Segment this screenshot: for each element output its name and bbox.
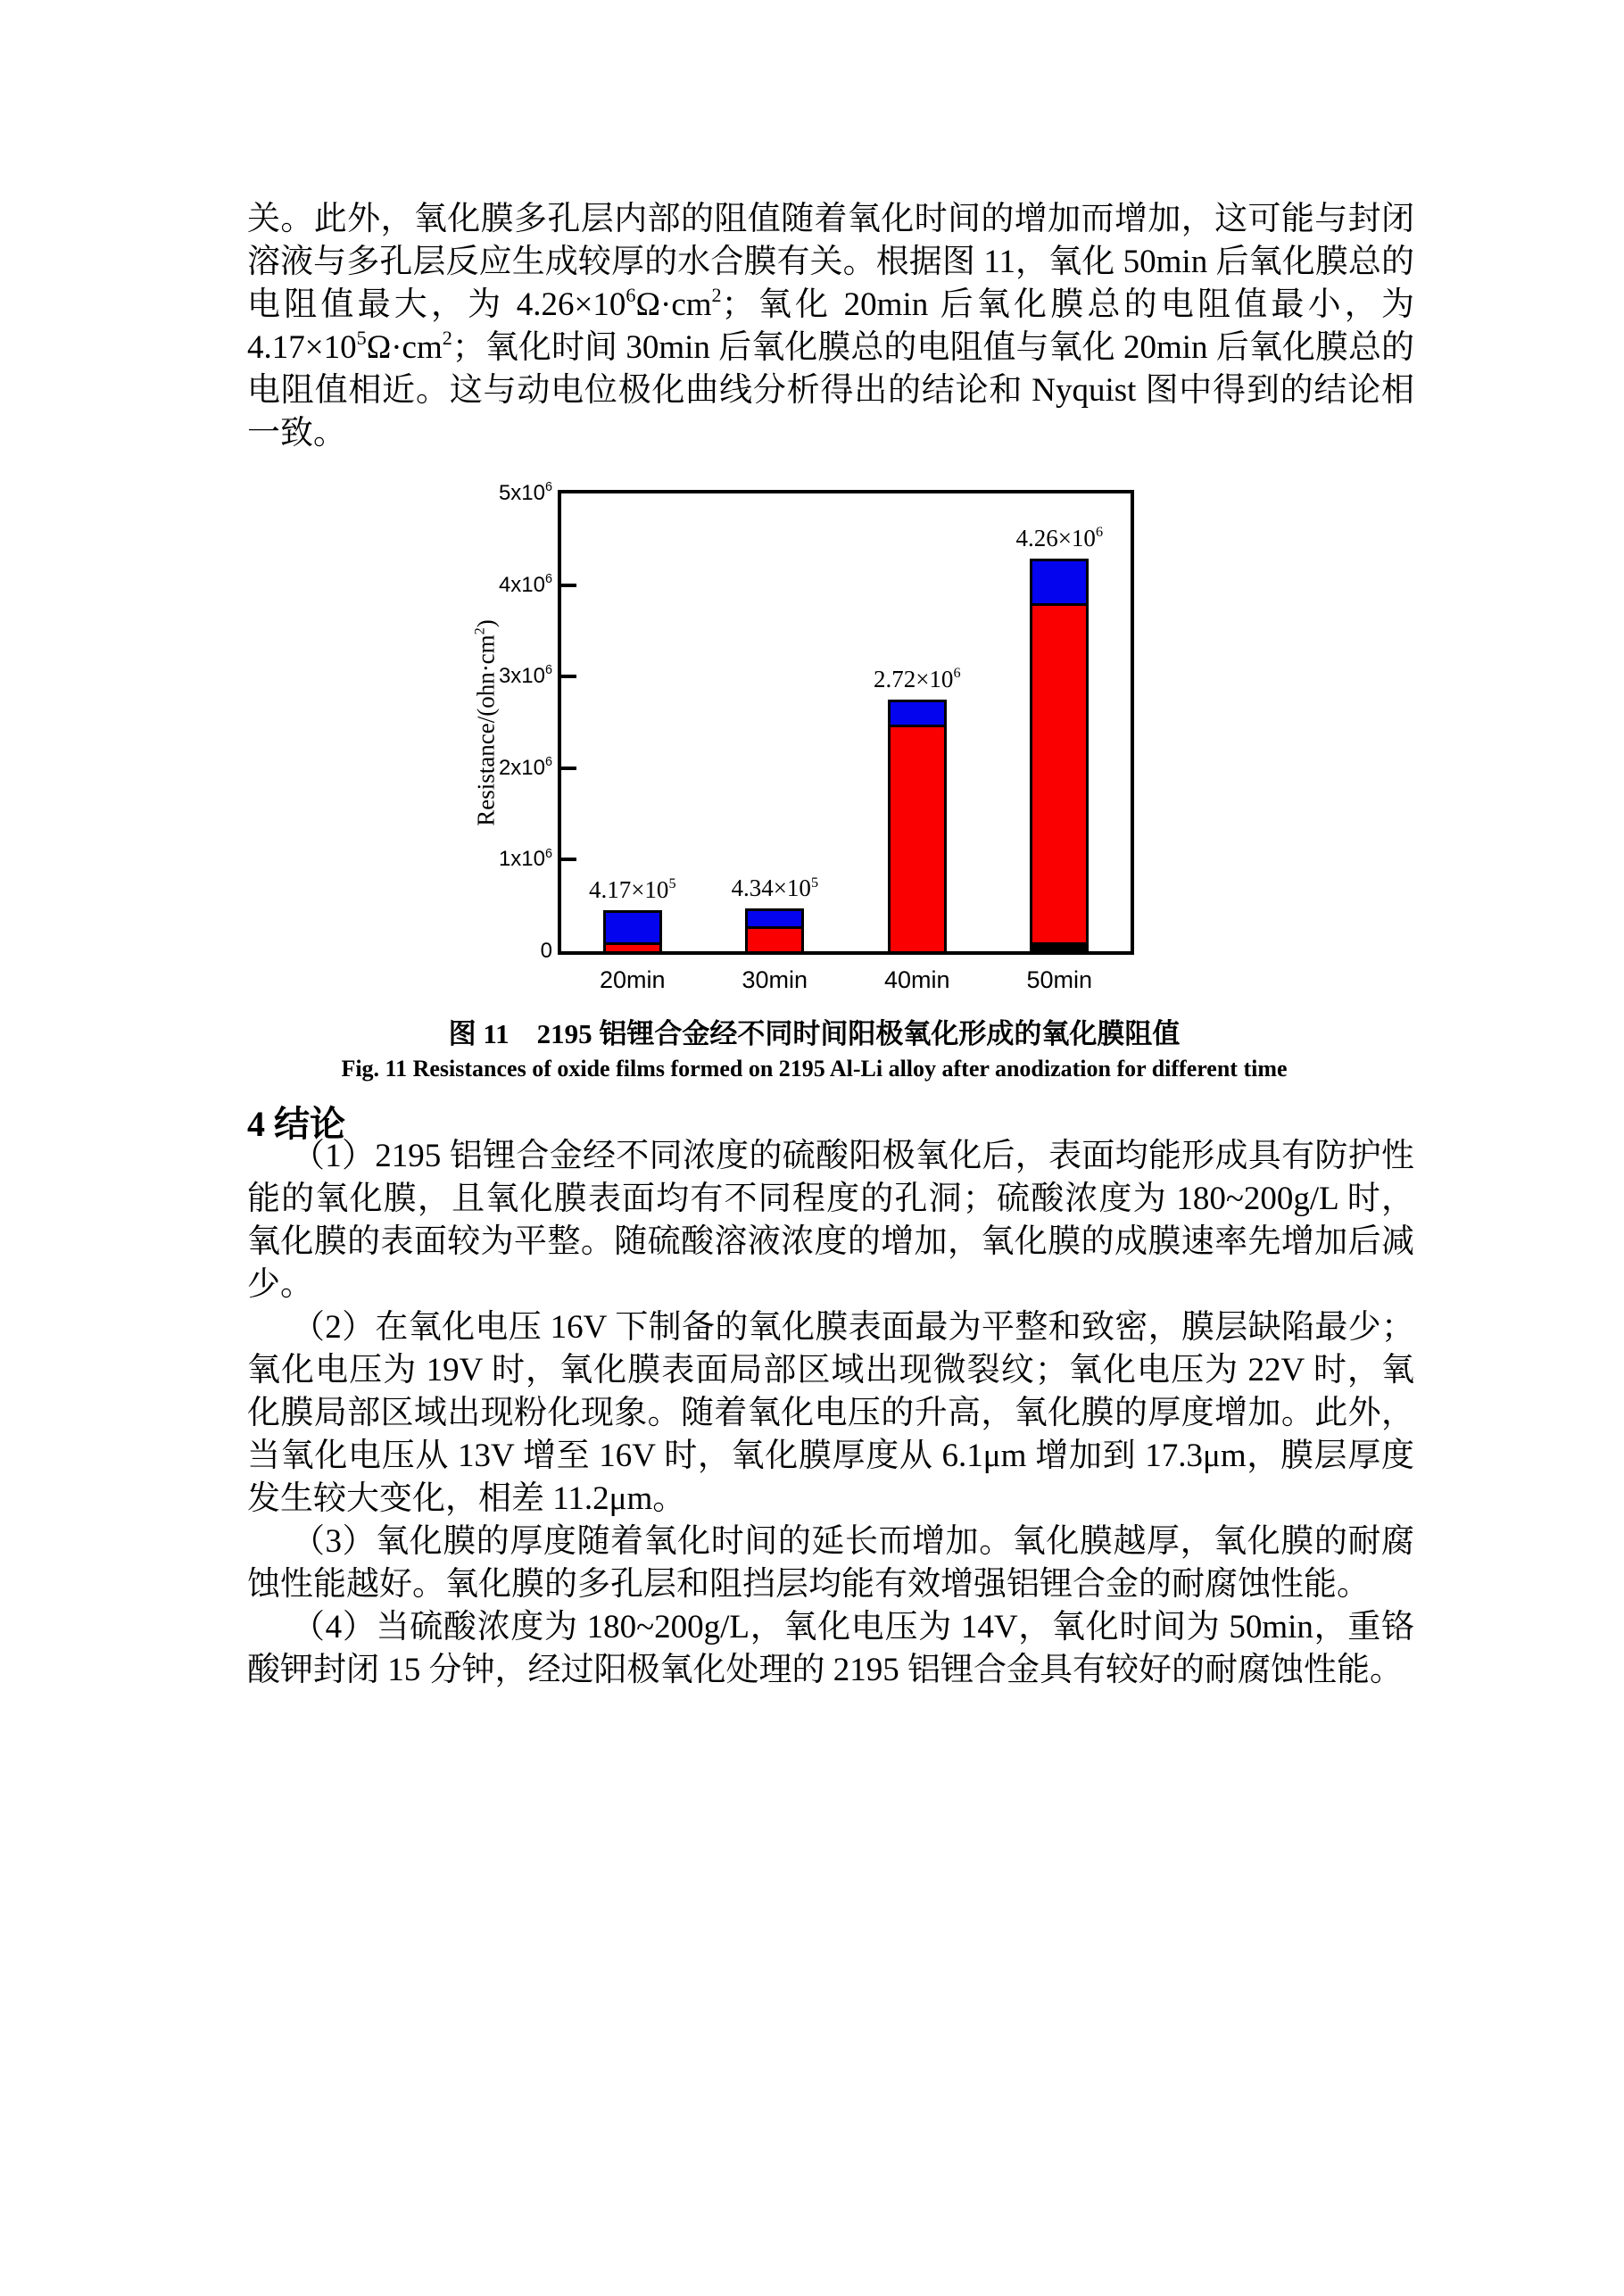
stacked-bar-50min (1030, 559, 1089, 951)
intro-paragraph: 关。此外，氧化膜多孔层内部的阻值随着氧化时间的增加而增加，这可能与封闭溶液与多孔层反应生成较厚的水合膜有关。根据图 11，氧化 50min 后氧化膜总的电阻值最大，为 $4.26\times 10^6\Omega\cdot cm^2$；氧化 20min 后氧化膜总的电阻值最小，为 $4.17\times 10^5\Omega\cdot cm^2$；氧化时间 30min 后氧化膜总的电阻值与氧化 20min 后氧化膜总的电阻值相近。这与动电位极化曲线分析得出的结论和 Nyquist 图中得到的结论相一致。 (247, 201, 1414, 452)
bar-value-label: $4.17\times 10^5$ (588, 875, 676, 904)
y-tick-label: $2x10^6$ (498, 754, 552, 780)
x-tick-label: 20min (599, 966, 666, 993)
x-tick-label: 30min (742, 966, 808, 993)
bar-segment-blue (748, 911, 801, 926)
figure-caption-english: Fig. 11 Resistances of oxide films formed on 2195 Al-Li alloy after anodization for different time (341, 1056, 1288, 1082)
bar-value-label: $2.72\times 10^6$ (873, 664, 961, 692)
stacked-bar-40min (888, 700, 947, 951)
y-axis-title: Resistance/$(ohn\cdot cm^2)$ (471, 618, 500, 826)
conclusion-paragraph-3: （3）氧化膜的厚度随着氧化时间的延长而增加。氧化膜越厚，氧化膜的耐腐蚀性能越好。氧化膜的多孔层和阻挡层均能有效增强铝锂合金的耐腐蚀性能。 (247, 1523, 1414, 1603)
bar-segment-blue (891, 702, 944, 725)
bar-segment-blue (606, 913, 659, 942)
conclusion-paragraph-4: （4）当硫酸浓度为 180~200g/L，氧化电压为 14V，氧化时间为 50min，重铬酸钾封闭 15 分钟，经过阳极氧化处理的 2195 铝锂合金具有较好的耐腐蚀性能。 (247, 1609, 1414, 1688)
y-tick-mark (561, 858, 576, 861)
y-tick-mark (561, 584, 576, 587)
y-tick-label: $3x10^6$ (498, 663, 552, 689)
bar-segment-red (891, 725, 944, 951)
bar-value-label: $4.26\times 10^6$ (1015, 523, 1104, 551)
conclusion-paragraphs (247, 1135, 1414, 1692)
bar-segment-red (606, 942, 659, 951)
x-tick-label: 50min (1026, 966, 1093, 993)
bar-value-label: $4.34\times 10^5$ (731, 874, 819, 902)
figure-caption-chinese: 图 11 2195 铝锂合金经不同时间阳极氧化形成的氧化膜阻值 (448, 1018, 1181, 1049)
section-heading-conclusion: 4 结论 (247, 1104, 345, 1144)
bar-segment-blue (1032, 561, 1086, 603)
y-tick-label: $1x10^6$ (498, 846, 552, 872)
bar-segment-black (1032, 942, 1086, 951)
y-tick-mark (561, 767, 576, 770)
stacked-bar-30min (745, 908, 804, 951)
y-tick-label: $4x10^6$ (498, 571, 552, 597)
bar-segment-red (1032, 603, 1086, 942)
bar-segment-red (748, 926, 801, 951)
stacked-bar-20min (603, 910, 662, 951)
figure-11-chart (471, 480, 1134, 993)
y-tick-label: 0 (540, 939, 552, 963)
x-tick-label: 40min (883, 966, 950, 993)
y-tick-mark (561, 675, 576, 678)
conclusion-paragraph-1: （1）2195 铝锂合金经不同浓度的硫酸阳极氧化后，表面均能形成具有防护性能的氧化膜，且氧化膜表面均有不同程度的孔洞；硫酸浓度为 180~200g/L 时，氧化膜的表面较为平整。随硫酸溶液浓度的增加，氧化膜的成膜速率先增加后减少。 (247, 1138, 1414, 1303)
y-tick-label: $5x10^6$ (498, 480, 552, 505)
conclusion-paragraph-2: （2）在氧化电压 16V 下制备的氧化膜表面最为平整和致密，膜层缺陷最少；氧化电压为 19V 时，氧化膜表面局部区域出现微裂纹；氧化电压为 22V 时，氧化膜局部区域出现粉化现象。随着氧化电压的升高，氧化膜的厚度增加。此外，当氧化电压从 13V 增至 16V 时，氧化膜厚度从 6.1μm 增加到 17.3μm，膜层厚度发生较大变化，相差 11.2μm。 (247, 1309, 1414, 1517)
